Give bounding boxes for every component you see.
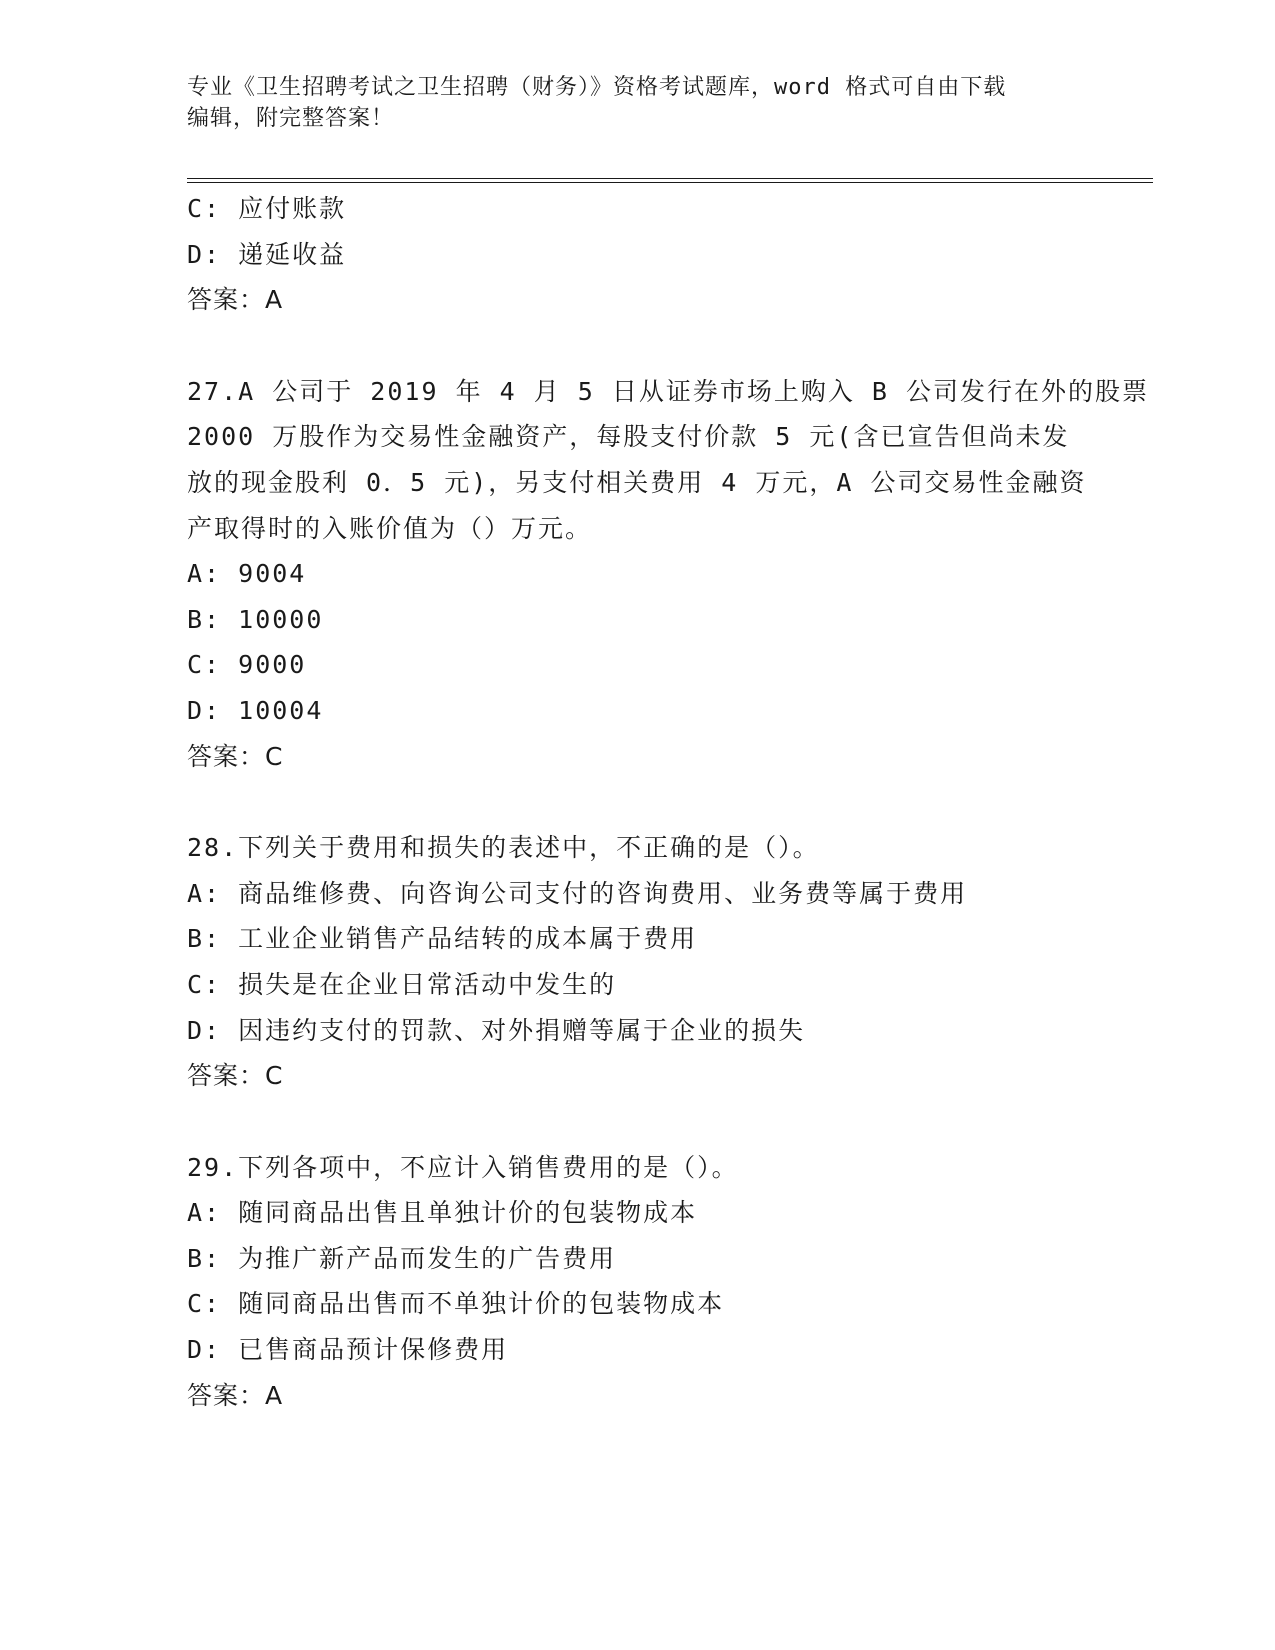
- option-c: C: 随同商品出售而不单独计价的包装物成本: [187, 1289, 725, 1319]
- option-b: B: 为推广新产品而发生的广告费用: [187, 1243, 617, 1273]
- stem-line: 放的现金股利 0．5 元)，另支付相关费用 4 万元，A 公司交易性金融资: [187, 467, 1087, 497]
- option-a: A: 商品维修费、向咨询公司支付的咨询费用、业务费等属于费用: [187, 878, 968, 908]
- question-stem: [187, 369, 1150, 551]
- question-27: [187, 369, 1150, 779]
- spacer: [187, 323, 1107, 369]
- stem-line: 2000 万股作为交易性金融资产，每股支付价款 5 元(含已宣告但尚未发: [187, 422, 1070, 452]
- question-26-tail: [187, 186, 1107, 323]
- option-c: C: 应付账款: [187, 194, 347, 223]
- option-c: C: 9000: [187, 650, 307, 680]
- question-28: [187, 825, 1107, 1099]
- stem-line: 27.A 公司于 2019 年 4 月 5 日从证券市场上购入 B 公司发行在外的股票: [187, 376, 1150, 406]
- answer-label: 答案：C: [187, 1061, 284, 1091]
- option-d: D: 已售商品预计保修费用: [187, 1335, 509, 1365]
- option-d: D: 递延收益: [187, 239, 347, 269]
- question-stem: 28.下列关于费用和损失的表述中，不正确的是（）。: [187, 833, 820, 863]
- option-d: D: 10004: [187, 695, 324, 725]
- header-divider: [187, 178, 1153, 183]
- spacer: [187, 779, 1107, 825]
- option-c: C: 损失是在企业日常活动中发生的: [187, 969, 617, 999]
- option-a: A: 随同商品出售且单独计价的包装物成本: [187, 1198, 698, 1228]
- option-b: B: 10000: [187, 604, 324, 634]
- question-list: [187, 186, 1150, 1418]
- question-stem: 29.下列各项中，不应计入销售费用的是（）。: [187, 1152, 739, 1182]
- stem-line: 产取得时的入账价值为（）万元。: [187, 513, 593, 543]
- option-b: B: 工业企业销售产品结转的成本属于费用: [187, 924, 698, 954]
- page-header: [187, 72, 1087, 134]
- spacer: [187, 1099, 1107, 1145]
- header-line-2: 编辑，附完整答案！: [187, 106, 395, 131]
- header-line-1: 专业《卫生招聘考试之卫生招聘（财务）》资格考试题库，word 格式可自由下载: [187, 75, 1007, 100]
- option-a: A: 9004: [187, 559, 307, 589]
- answer-label: 答案：A: [187, 285, 284, 315]
- answer-label: 答案：C: [187, 741, 284, 771]
- question-29: [187, 1145, 1107, 1419]
- answer-label: 答案：A: [187, 1380, 284, 1410]
- option-d: D: 因违约支付的罚款、对外捐赠等属于企业的损失: [187, 1015, 806, 1045]
